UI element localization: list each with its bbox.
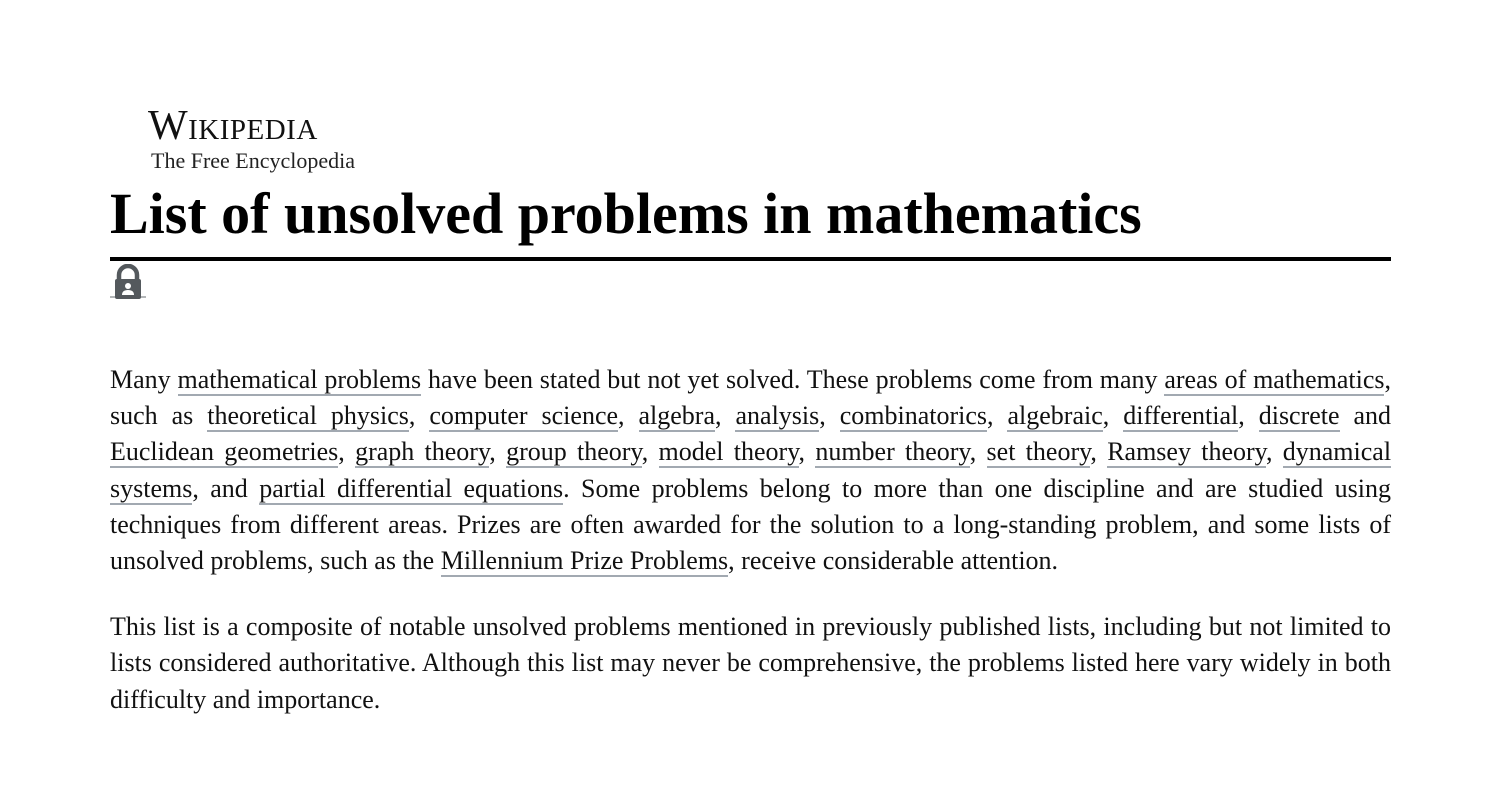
article-link[interactable]: differential [1123, 401, 1239, 431]
article-link[interactable]: Ramsey theory [1107, 437, 1266, 467]
article-link[interactable]: algebra [638, 401, 716, 431]
paragraph-text: , [969, 437, 987, 467]
paragraph-text: , and [192, 473, 260, 503]
paragraph-text: , [819, 401, 840, 431]
scope-paragraph [110, 609, 1391, 718]
article-link[interactable]: combinatorics [839, 401, 988, 431]
paragraph-text: , [1238, 401, 1259, 431]
article-link[interactable]: group theory [506, 437, 642, 467]
article-link[interactable]: Euclidean geometries [110, 437, 339, 467]
article-link[interactable]: mathematical problems [177, 365, 422, 394]
paragraph-text: , [715, 401, 736, 431]
paragraph-text: and [1339, 401, 1392, 431]
paragraph-text: , [618, 401, 639, 431]
paragraph-text: , [489, 437, 507, 467]
logo-wordmark: Wikipedia [148, 103, 318, 149]
article-body [110, 362, 1391, 748]
article-link[interactable]: areas of mathematics [1164, 365, 1385, 394]
page-title: List of unsolved problems in mathematics [110, 181, 1142, 246]
article-link[interactable]: theoretical physics [207, 401, 409, 431]
logo-tagline: The Free Encyclopedia [151, 148, 356, 173]
article-link[interactable]: analysis [735, 401, 820, 431]
paragraph-text: , [1090, 437, 1108, 467]
paragraph-text: , [987, 401, 1008, 431]
paragraph-text: Many [110, 365, 178, 394]
article-link[interactable]: graph theory [355, 437, 490, 467]
article-link[interactable]: algebraic [1007, 401, 1103, 431]
paragraph-text: , [338, 437, 356, 467]
article-link[interactable]: discrete [1258, 401, 1340, 431]
paragraph-text: This list is a composite of notable unsolved problems mentioned in previously published lists, including but not limited to lists considered authoritative. Although this list may never be comprehensive, the problems listed here vary widely in both difficulty and importance. [110, 612, 1391, 714]
article-link[interactable]: computer science [429, 401, 619, 431]
article-link[interactable]: model theory [658, 437, 799, 467]
paragraph-text: , such as [110, 365, 1391, 431]
paragraph-text: . Some problems belong to more than one discipline and are studied using techniques from different areas. Prizes are often awarded for the solution to a long-standing problem, and some lists of unsolved problems, such as the [110, 473, 1391, 576]
paragraph-text: , receive considerable attention. [728, 546, 1059, 576]
paragraph-text: , [1102, 401, 1124, 431]
paragraph-text: have been stated but not yet solved. These problems come from many [421, 365, 1165, 394]
article-link[interactable]: dynamical systems [110, 437, 1392, 503]
article-link[interactable]: Millennium Prize Problems [440, 546, 729, 576]
wikipedia-logo[interactable] [148, 104, 388, 172]
paragraph-text: , [798, 437, 816, 467]
lock-icon[interactable] [110, 264, 146, 302]
paragraph-text: , [408, 401, 430, 431]
article-link[interactable]: number theory [815, 437, 970, 467]
article-link[interactable]: set theory [986, 437, 1091, 467]
title-divider [110, 257, 1391, 261]
paragraph-text: , [1265, 437, 1283, 467]
paragraph-text: , [641, 437, 659, 467]
intro-paragraph [110, 362, 1391, 579]
article-link[interactable]: partial differential equations [259, 473, 564, 503]
